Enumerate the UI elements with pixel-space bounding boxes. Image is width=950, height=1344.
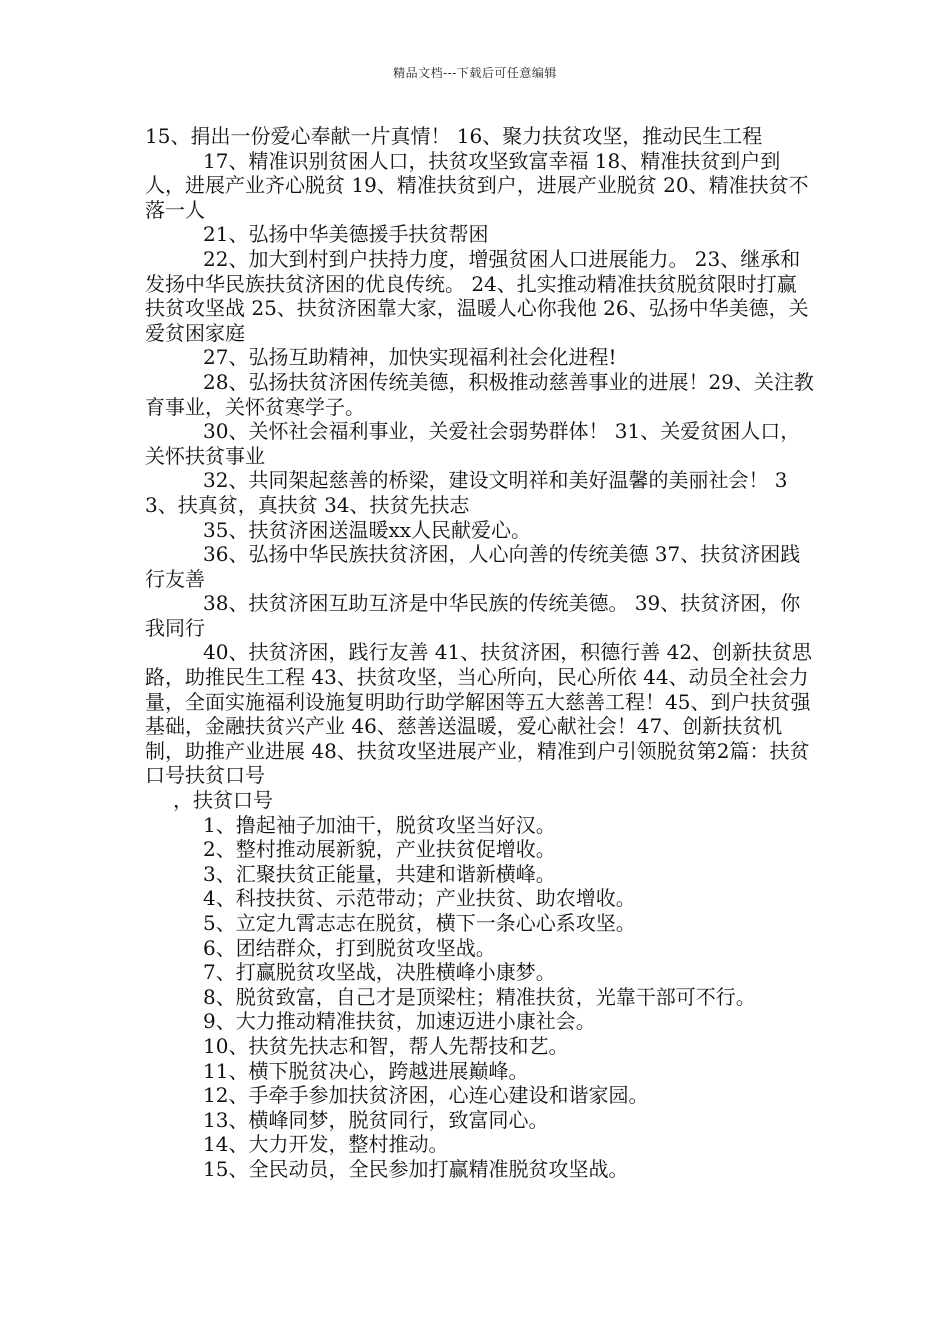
- slogan-item: 13、横峰同梦，脱贫同行，致富同心。: [203, 1107, 549, 1132]
- slogan-item: 2、整村推动展新貌，产业扶贫促增收。: [203, 837, 556, 862]
- document-body: [145, 124, 815, 1182]
- paragraph: 35、扶贫济困送温暖xx人民献爱心。: [203, 517, 532, 542]
- paragraph-list: [145, 124, 815, 813]
- paragraph: 36、弘扬中华民族扶贫济困，人心向善的传统美德 37、扶贫济困践行友善: [145, 542, 801, 591]
- slogan-item: 15、全民动员，全民参加打赢精准脱贫攻坚战。: [203, 1156, 629, 1181]
- paragraph: 38、扶贫济困互助互济是中华民族的传统美德。 39、扶贫济困，你我同行: [145, 591, 801, 640]
- paragraph: 40、扶贫济困，践行友善 41、扶贫济困，积德行善 42、创新扶贫思路，助推民生工程 43、扶贫攻坚，当心所向，民心所依 44、动员全社会力量，全面实施福利设施复明助行助学解困等五大慈善工程！45、到户扶贫强基础，金融扶贫兴产业 46、慈善送温暖，爱心献社会！47、创新扶贫机制，助推产业进展 48、扶贫攻坚进展产业，精准到户引领脱贫第2篇：扶贫口号扶贫口号: [145, 640, 813, 788]
- paragraph: 17、精准识别贫困人口，扶贫攻坚致富幸福 18、精准扶贫到户到人，进展产业齐心脱贫 19、精准扶贫到户，进展产业脱贫 20、精准扶贫不落一人: [145, 148, 809, 222]
- slogan-item: 3、汇聚扶贫正能量，共建和谐新横峰。: [203, 861, 556, 886]
- paragraph: 21、弘扬中华美德援手扶贫帮困: [203, 222, 489, 247]
- paragraph: 22、加大到村到户扶持力度，增强贫困人口进展能力。 23、继承和发扬中华民族扶贫济困的优良传统。 24、扎实推动精准扶贫脱贫限时打赢扶贫攻坚战 25、扶贫济困靠大家，温暖人心你我他 26、弘扬中华美德，关爱贫困家庭: [145, 246, 809, 345]
- slogan-item: 7、打赢脱贫攻坚战，决胜横峰小康梦。: [203, 960, 556, 985]
- paragraph: 32、共同架起慈善的桥梁，建设文明祥和美好温馨的美丽社会！ 33、扶真贫，真扶贫 34、扶贫先扶志: [145, 468, 788, 517]
- slogan-item: 14、大力开发，整村推动。: [203, 1132, 449, 1157]
- slogan-item: 8、脱贫致富，自己才是顶梁柱；精准扶贫，光靠干部可不行。: [203, 984, 756, 1009]
- paragraph: 28、弘扬扶贫济困传统美德，积极推动慈善事业的进展！29、关注教育事业，关怀贫寒学子。: [145, 369, 814, 419]
- slogan-item: 6、团结群众，打到脱贫攻坚战。: [203, 935, 496, 960]
- paragraph: 15、捐出一份爱心奉献一片真情！ 16、聚力扶贫攻坚，推动民生工程: [145, 124, 763, 148]
- slogan-item: 4、科技扶贫、示范带动；产业扶贫、助农增收。: [203, 886, 636, 911]
- paragraph: 27、弘扬互助精神，加快实现福利社会化进程!: [203, 345, 617, 370]
- slogan-item: 9、大力推动精准扶贫，加速迈进小康社会。: [203, 1009, 596, 1034]
- slogan-list: [145, 813, 815, 1182]
- page-header: 精品文档---下载后可任意编辑: [393, 66, 557, 80]
- slogan-item: 11、横下脱贫决心，跨越进展巅峰。: [203, 1058, 529, 1083]
- slogan-item: 5、立定九霄志志在脱贫，横下一条心心系攻坚。: [203, 911, 636, 935]
- paragraph: 30、关怀社会福利事业，关爱社会弱势群体！ 31、关爱贫困人口，关怀扶贫事业: [145, 419, 801, 468]
- slogan-item: 1、撸起袖子加油干，脱贫攻坚当好汉。: [203, 812, 556, 837]
- paragraph: ，扶贫口号: [173, 788, 273, 813]
- slogan-item: 12、手牵手参加扶贫济困，心连心建设和谐家园。: [203, 1083, 649, 1108]
- slogan-item: 10、扶贫先扶志和智，帮人先帮技和艺。: [203, 1033, 569, 1058]
